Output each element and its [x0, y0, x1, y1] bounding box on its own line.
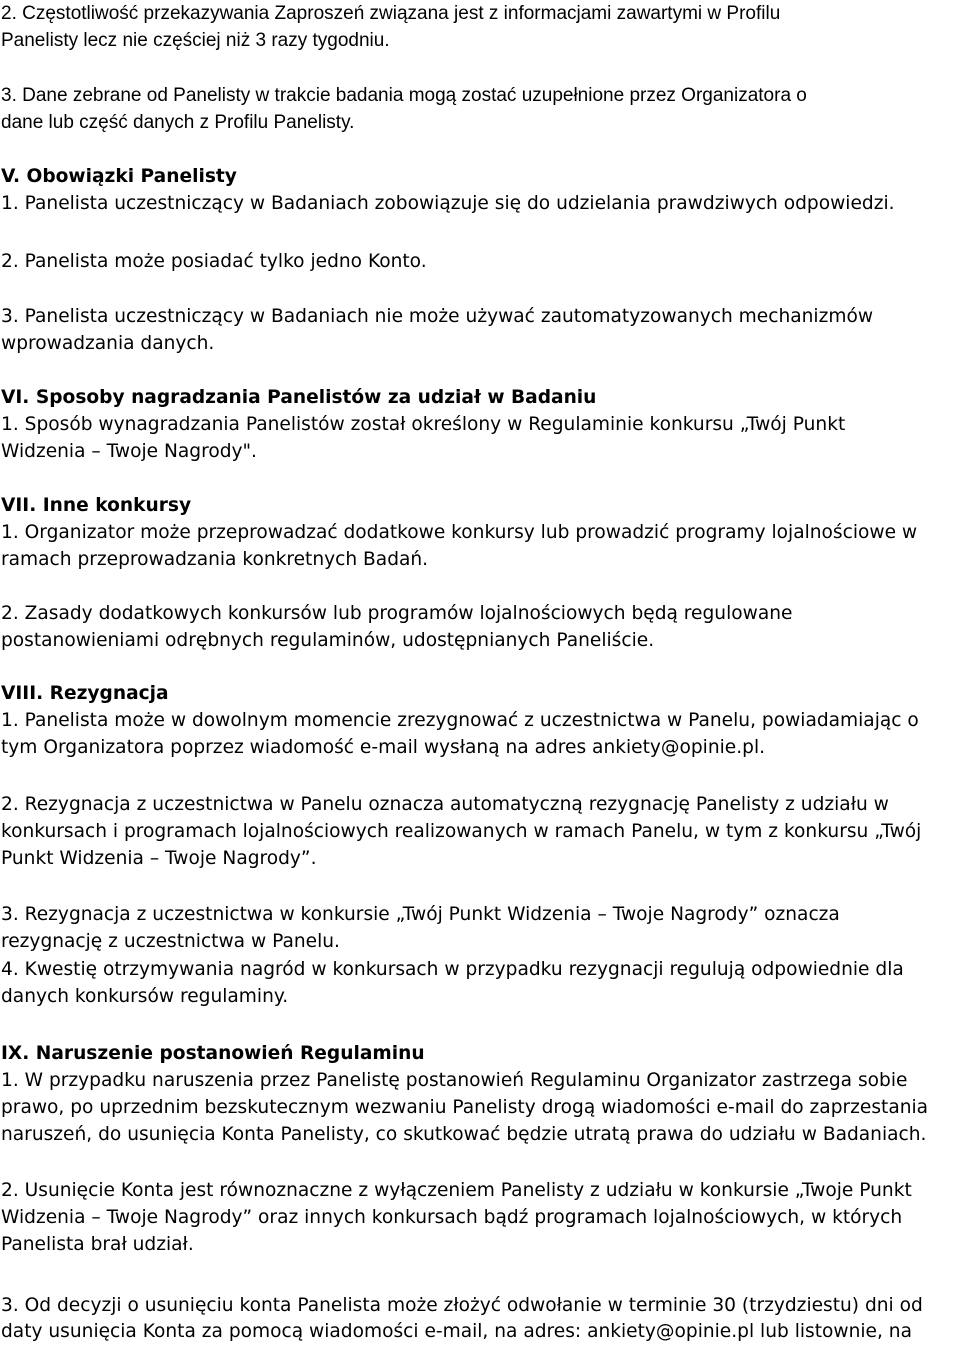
section-vii-point-2-line-1: 2. Zasady dodatkowych konkursów lub programów lojalnościowych będą regulowane	[1, 603, 793, 624]
heading-section-viii: VIII. Rezygnacja	[1, 683, 169, 704]
section-viii-point-4-line-2: danych konkursów regulaminy.	[1, 986, 289, 1007]
section-viii-point-3-line-2: rezygnację z uczestnictwa w Panelu.	[1, 931, 340, 952]
section-ix-point-1-line-1: 1. W przypadku naruszenia przez Panelistę postanowień Regulaminu Organizator zastrzega sobie	[1, 1070, 908, 1091]
section-viii-point-2-line-2: konkursach i programach lojalnościowych realizowanych w ramach Panelu, w tym z konkursu „Twój	[1, 821, 922, 842]
section-viii-point-4-line-1: 4. Kwestię otrzymywania nagród w konkursach w przypadku rezygnacji regulują odpowiednie dla	[1, 959, 904, 980]
section-viii-point-1-line-1: 1. Panelista może w dowolnym momencie zrezygnować z uczestnictwa w Panelu, powiadamiając o	[1, 710, 919, 731]
section-ix-point-3-line-1: 3. Od decyzji o usunięciu konta Panelista może złożyć odwołanie w terminie 30 (trzydziestu) dni od	[1, 1295, 923, 1316]
section-v-point-3-line-2: wprowadzania danych.	[1, 333, 215, 354]
section-iv-point-3-line-1: 3. Dane zebrane od Panelisty w trakcie badania mogą zostać uzupełnione przez Organizatora o	[1, 85, 807, 106]
section-ix-point-2-line-1: 2. Usunięcie Konta jest równoznaczne z wyłączeniem Panelisty z udziału w konkursie „Twoje Punkt	[1, 1180, 912, 1201]
section-vii-point-2-line-2: postanowieniami odrębnych regulaminów, udostępnianych Paneliście.	[1, 630, 655, 651]
section-viii-point-2-line-3: Punkt Widzenia – Twoje Nagrody”.	[1, 848, 317, 869]
section-iv-point-2-line-2: Panelisty lecz nie częściej niż 3 razy tygodniu.	[1, 30, 390, 51]
section-vii-point-1-line-1: 1. Organizator może przeprowadzać dodatkowe konkursy lub prowadzić programy lojalnościowe w	[1, 522, 918, 543]
section-iv-point-3-line-2: dane lub część danych z Profilu Panelisty.	[1, 112, 355, 133]
section-vi-point-1-line-2: Widzenia – Twoje Nagrody".	[1, 441, 257, 462]
heading-section-ix: IX. Naruszenie postanowień Regulaminu	[1, 1043, 425, 1064]
section-iv-point-2-line-1: 2. Częstotliwość przekazywania Zaproszeń związana jest z informacjami zawartymi w Profilu	[1, 3, 781, 24]
section-v-point-1: 1. Panelista uczestniczący w Badaniach zobowiązuje się do udzielania prawdziwych odpowiedzi.	[1, 193, 895, 214]
heading-section-v: V. Obowiązki Panelisty	[1, 166, 237, 187]
section-ix-point-1-line-3: naruszeń, do usunięcia Konta Panelisty, co skutkować będzie utratą prawa do udziału w Badaniach.	[1, 1124, 927, 1145]
section-viii-point-1-line-2: tym Organizatora poprzez wiadomość e-mail wysłaną na adres ankiety@opinie.pl.	[1, 737, 766, 758]
section-vii-point-1-line-2: ramach przeprowadzania konkretnych Badań.	[1, 549, 429, 570]
heading-section-vii: VII. Inne konkursy	[1, 495, 192, 516]
section-v-point-2: 2. Panelista może posiadać tylko jedno Konto.	[1, 251, 427, 272]
section-ix-point-2-line-3: Panelista brał udział.	[1, 1234, 194, 1255]
section-ix-point-3-line-2: daty usunięcia Konta za pomocą wiadomości e-mail, na adres: ankiety@opinie.pl lub listownie, na	[1, 1321, 912, 1342]
section-viii-point-3-line-1: 3. Rezygnacja z uczestnictwa w konkursie „Twój Punkt Widzenia – Twoje Nagrody” oznacza	[1, 904, 840, 925]
section-v-point-3-line-1: 3. Panelista uczestniczący w Badaniach nie może używać zautomatyzowanych mechanizmów	[1, 306, 874, 327]
section-ix-point-2-line-2: Widzenia – Twoje Nagrody” oraz innych konkursach bądź programach lojalnościowych, w których	[1, 1207, 903, 1228]
section-viii-point-2-line-1: 2. Rezygnacja z uczestnictwa w Panelu oznacza automatyczną rezygnację Panelisty z udziału w	[1, 794, 889, 815]
heading-section-vi: VI. Sposoby nagradzania Panelistów za udział w Badaniu	[1, 387, 597, 408]
section-ix-point-1-line-2: prawo, po uprzednim bezskutecznym wezwaniu Panelisty drogą wiadomości e-mail do zaprzestania	[1, 1097, 929, 1118]
section-vi-point-1-line-1: 1. Sposób wynagradzania Panelistów został określony w Regulaminie konkursu „Twój Punkt	[1, 414, 846, 435]
